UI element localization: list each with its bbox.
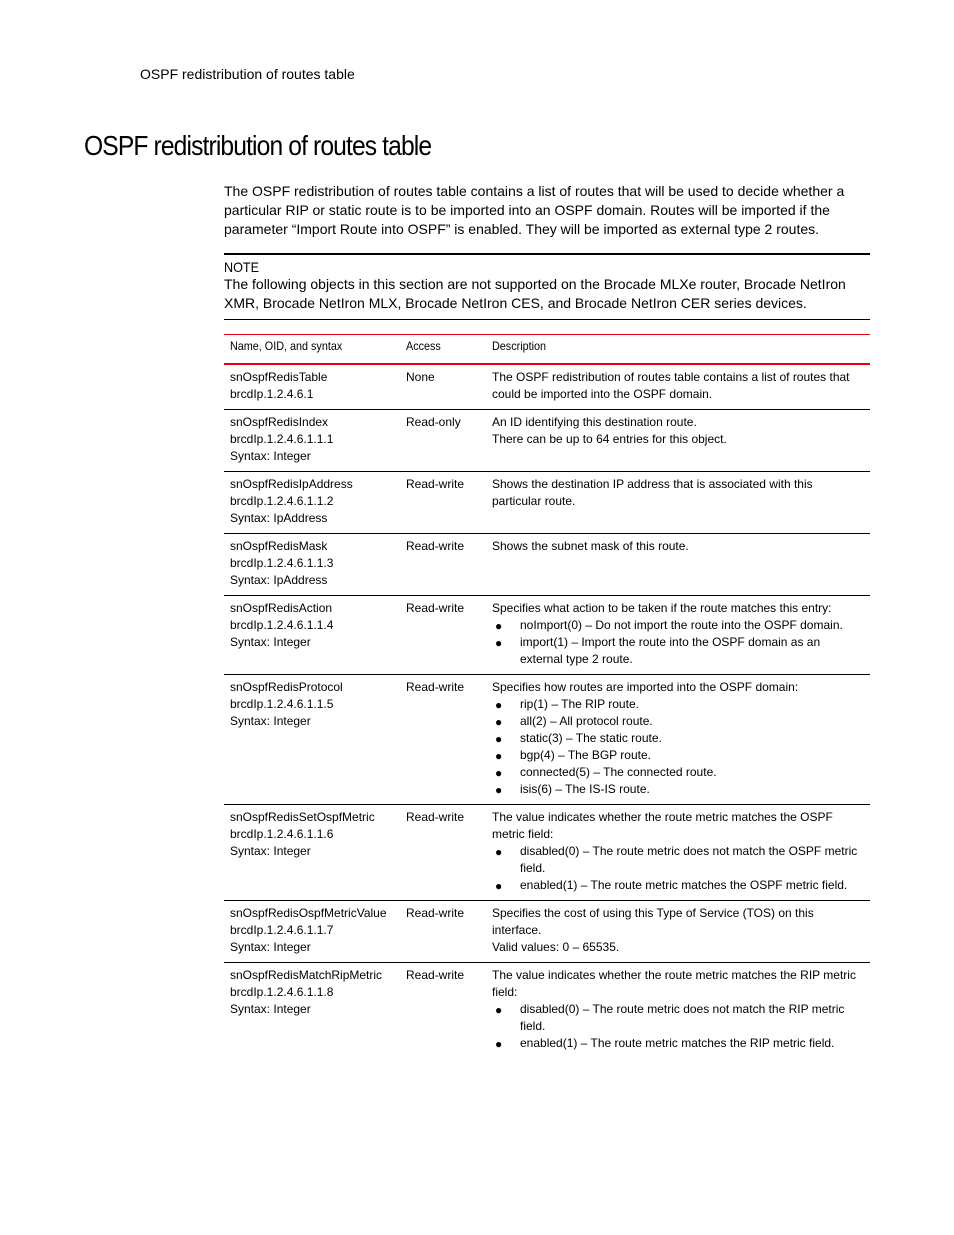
object-name-cell bbox=[224, 364, 400, 410]
description-cell bbox=[486, 534, 870, 596]
bullet-icon: ● bbox=[495, 766, 503, 780]
description-cell bbox=[486, 805, 870, 901]
table-row bbox=[224, 596, 870, 675]
table-row bbox=[224, 901, 870, 963]
bullet-text: rip(1) – The RIP route. bbox=[520, 697, 639, 711]
object-syntax: Syntax: Integer bbox=[230, 714, 311, 728]
object-syntax: Syntax: IpAddress bbox=[230, 573, 328, 587]
object-name: snOspfRedisOspfMetricValue bbox=[230, 906, 387, 920]
access-cell: Read-write bbox=[400, 534, 486, 596]
object-syntax: Syntax: Integer bbox=[230, 940, 311, 954]
table-body bbox=[224, 364, 870, 1058]
bullet-text: disabled(0) – The route metric does not match the RIP metric field. bbox=[520, 1002, 845, 1033]
object-name: snOspfRedisIpAddress bbox=[230, 477, 353, 491]
access-cell: Read-write bbox=[400, 901, 486, 963]
object-oid: brcdIp.1.2.4.6.1.1.1 bbox=[230, 432, 334, 446]
description-cell bbox=[486, 963, 870, 1059]
bullet-icon: ● bbox=[495, 1037, 503, 1051]
description-text: Specifies the cost of using this Type of Service (TOS) on this interface. bbox=[492, 906, 814, 937]
object-oid: brcdIp.1.2.4.6.1.1.3 bbox=[230, 556, 334, 570]
access-cell: None bbox=[400, 364, 486, 410]
object-name-cell bbox=[224, 472, 400, 534]
description-cell bbox=[486, 410, 870, 472]
bullet-icon: ● bbox=[495, 715, 503, 729]
object-name: snOspfRedisMatchRipMetric bbox=[230, 968, 383, 982]
object-name-cell bbox=[224, 901, 400, 963]
object-name-cell bbox=[224, 805, 400, 901]
bullet-list bbox=[492, 696, 864, 798]
description-text: The value indicates whether the route metric matches the RIP metric field: bbox=[492, 968, 856, 999]
object-oid: brcdIp.1.2.4.6.1.1.2 bbox=[230, 494, 334, 508]
bullet-text: noImport(0) – Do not import the route into the OSPF domain. bbox=[520, 618, 843, 632]
object-oid: brcdIp.1.2.4.6.1.1.6 bbox=[230, 827, 334, 841]
description-cell bbox=[486, 675, 870, 805]
table-row bbox=[224, 805, 870, 901]
description-cell bbox=[486, 364, 870, 410]
bullet-icon: ● bbox=[495, 636, 503, 650]
description-text: The value indicates whether the route metric matches the OSPF metric field: bbox=[492, 810, 833, 841]
bullet-icon: ● bbox=[495, 732, 503, 746]
description-text: Specifies how routes are imported into the OSPF domain: bbox=[492, 680, 799, 694]
bullet-item bbox=[492, 781, 864, 798]
object-oid: brcdIp.1.2.4.6.1.1.5 bbox=[230, 697, 334, 711]
bullet-icon: ● bbox=[495, 879, 503, 893]
access-cell: Read-write bbox=[400, 596, 486, 675]
object-oid: brcdIp.1.2.4.6.1.1.8 bbox=[230, 985, 334, 999]
intro-paragraph: The OSPF redistribution of routes table contains a list of routes that will be used to decide whether a particular RIP or static route is to be imported into an OSPF domain. Routes will be imported if the parameter “Import Route into OSPF” is enabled. They will be imported as external type 2 routes. bbox=[224, 183, 845, 237]
bullet-item bbox=[492, 696, 864, 713]
access-cell: Read-write bbox=[400, 472, 486, 534]
access-cell: Read-write bbox=[406, 968, 465, 982]
bullet-item bbox=[492, 617, 864, 634]
running-header: OSPF redistribution of routes table bbox=[140, 66, 355, 82]
bullet-icon: ● bbox=[495, 783, 503, 797]
bullet-text: connected(5) – The connected route. bbox=[520, 765, 717, 779]
table-row bbox=[224, 675, 870, 805]
access-cell: Read-only bbox=[400, 410, 486, 472]
bullet-text: isis(6) – The IS-IS route. bbox=[520, 782, 650, 796]
bullet-text: disabled(0) – The route metric does not match the OSPF metric field. bbox=[520, 844, 858, 875]
bullet-item bbox=[492, 764, 864, 781]
column-header-description: Description bbox=[486, 335, 870, 365]
note-text: The following objects in this section are not supported on the Brocade MLXe router, Brocade NetIron XMR, Brocade NetIron MLX, Brocade NetIron CES, and Brocade NetIron CER series devices. bbox=[224, 276, 846, 311]
bullet-text: enabled(1) – The route metric matches the RIP metric field. bbox=[520, 1036, 835, 1050]
bullet-icon: ● bbox=[495, 749, 503, 763]
bullet-text: enabled(1) – The route metric matches the OSPF metric field. bbox=[520, 878, 848, 892]
object-oid: brcdIp.1.2.4.6.1.1.4 bbox=[230, 618, 334, 632]
bullet-icon: ● bbox=[495, 845, 503, 859]
object-oid: brcdIp.1.2.4.6.1.1.7 bbox=[230, 923, 334, 937]
description-text: Shows the destination IP address that is associated with this particular route. bbox=[492, 477, 813, 508]
bullet-item bbox=[492, 730, 864, 747]
object-oid: brcdIp.1.2.4.6.1 bbox=[230, 387, 314, 401]
bullet-icon: ● bbox=[495, 1003, 503, 1017]
object-name: snOspfRedisProtocol bbox=[230, 680, 343, 694]
object-name: snOspfRedisAction bbox=[230, 601, 333, 615]
note-box bbox=[224, 253, 870, 320]
mib-objects-table bbox=[224, 334, 870, 1058]
table-row bbox=[224, 410, 870, 472]
bullet-item bbox=[492, 843, 864, 877]
description-text: Shows the subnet mask of this route. bbox=[492, 539, 689, 553]
object-name: snOspfRedisMask bbox=[230, 539, 328, 553]
description-text: Specifies what action to be taken if the route matches this entry: bbox=[492, 601, 832, 615]
bullet-item bbox=[492, 877, 864, 894]
bullet-item bbox=[492, 747, 864, 764]
column-header-name: Name, OID, and syntax bbox=[224, 335, 400, 365]
description-cell bbox=[486, 596, 870, 675]
table-row bbox=[224, 472, 870, 534]
bullet-icon: ● bbox=[495, 619, 503, 633]
object-name-cell bbox=[224, 410, 400, 472]
object-name-cell bbox=[224, 534, 400, 596]
bullet-text: bgp(4) – The BGP route. bbox=[520, 748, 651, 762]
page-title: OSPF redistribution of routes table bbox=[84, 130, 432, 161]
object-name: snOspfRedisSetOspfMetric bbox=[230, 810, 375, 824]
access-cell: Read-write bbox=[400, 805, 486, 901]
bullet-item bbox=[492, 713, 864, 730]
object-syntax: Syntax: Integer bbox=[230, 635, 311, 649]
bullet-list bbox=[492, 617, 864, 668]
note-label: NOTE bbox=[224, 259, 260, 275]
object-name-cell bbox=[224, 675, 400, 805]
object-name: snOspfRedisIndex bbox=[230, 415, 329, 429]
bullet-item bbox=[492, 1035, 864, 1052]
access-cell: Read-write bbox=[400, 675, 486, 805]
bullet-list bbox=[492, 1001, 864, 1052]
description-text: Valid values: 0 – 65535. bbox=[492, 940, 620, 954]
bullet-text: import(1) – Import the route into the OSPF domain as an external type 2 route. bbox=[520, 635, 821, 666]
description-text: An ID identifying this destination route. bbox=[492, 415, 697, 429]
object-name-cell bbox=[224, 596, 400, 675]
bullet-text: all(2) – All protocol route. bbox=[520, 714, 653, 728]
bullet-item bbox=[492, 634, 864, 668]
bullet-icon: ● bbox=[495, 698, 503, 712]
table-row bbox=[224, 534, 870, 596]
description-cell bbox=[486, 901, 870, 963]
table-row bbox=[224, 364, 870, 410]
column-header-access: Access bbox=[400, 335, 486, 365]
object-name: snOspfRedisTable bbox=[230, 370, 328, 384]
object-syntax: Syntax: Integer bbox=[230, 844, 311, 858]
table-header-row bbox=[224, 335, 870, 365]
description-text: The OSPF redistribution of routes table contains a list of routes that could be imported into the OSPF domain. bbox=[492, 370, 850, 401]
table-row bbox=[224, 963, 870, 1059]
description-text: There can be up to 64 entries for this object. bbox=[492, 432, 727, 446]
object-syntax: Syntax: Integer bbox=[230, 449, 311, 463]
object-name-cell bbox=[224, 963, 400, 1059]
description-cell bbox=[486, 472, 870, 534]
bullet-list bbox=[492, 843, 864, 894]
object-syntax: Syntax: IpAddress bbox=[230, 511, 328, 525]
bullet-text: static(3) – The static route. bbox=[520, 731, 662, 745]
bullet-item bbox=[492, 1001, 864, 1035]
object-syntax: Syntax: Integer bbox=[230, 1002, 311, 1016]
